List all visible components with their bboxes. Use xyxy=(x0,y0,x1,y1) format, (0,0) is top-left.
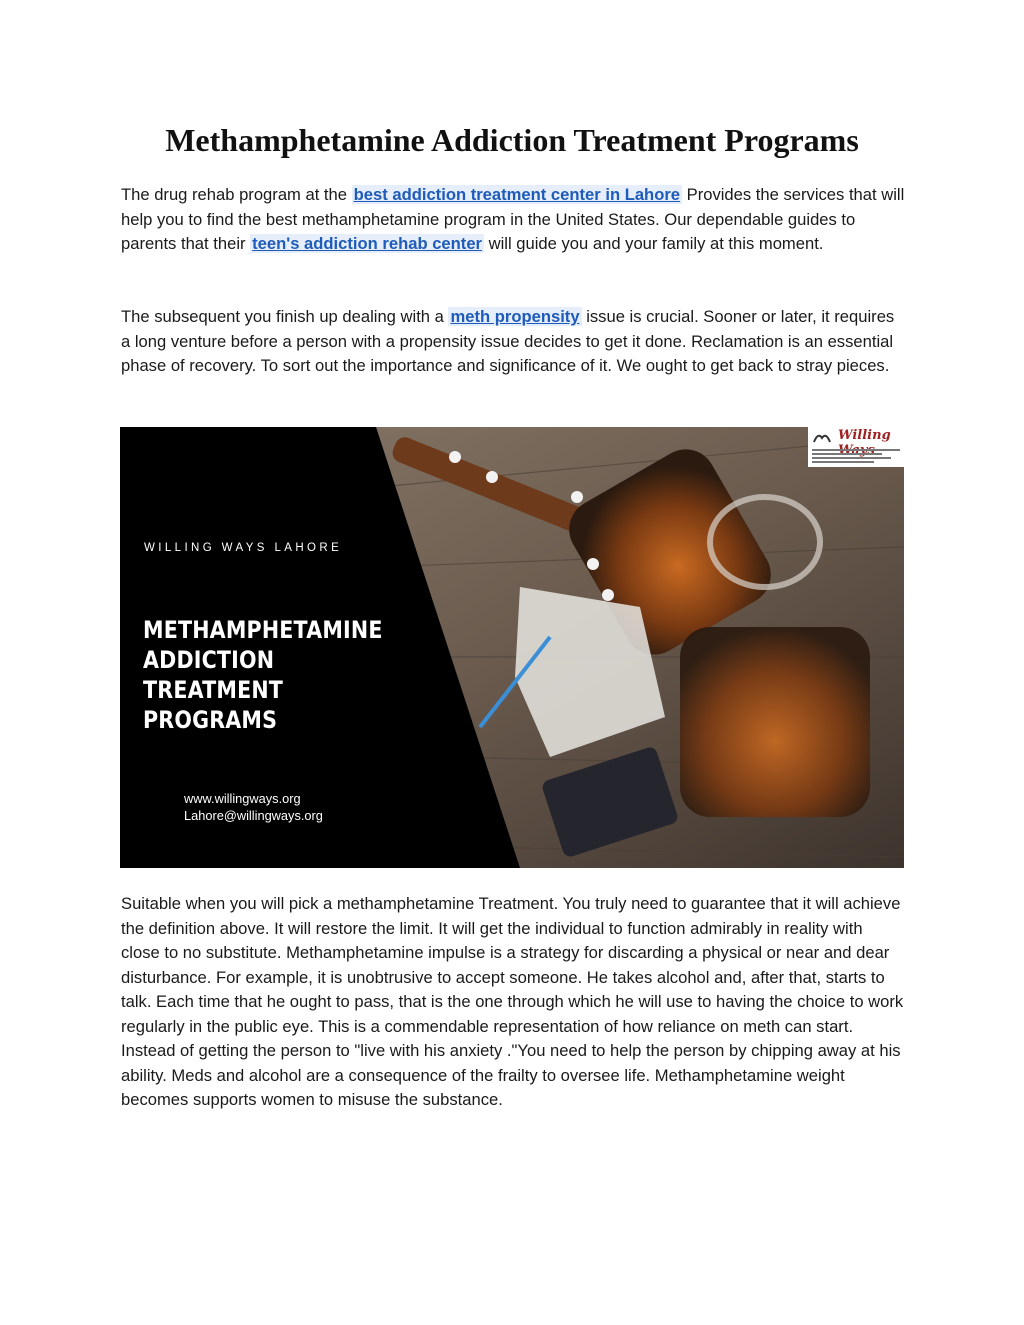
second-text-a: The subsequent you finish up dealing with a xyxy=(121,307,449,326)
willing-ways-logo xyxy=(808,427,904,467)
logo-fine-print xyxy=(812,449,900,465)
teen-rehab-center-link[interactable]: teen's addiction rehab center xyxy=(252,234,483,253)
page-title: Methamphetamine Addiction Treatment Programs xyxy=(165,122,859,158)
banner-title: METHAMPHETAMINE ADDICTION TREATMENT PROGRAMS xyxy=(143,616,383,734)
third-paragraph: Suitable when you will pick a methamphetamine Treatment. You truly need to guarantee that it will achieve the definition above. It will restore the limit. It will get the individual to function admirably in reality with close to no substitute. Methamphetamine impulse is a strategy for discarding a physical or near and dear disturbance. For example, it is unobtrusive to accept someone. He takes alcohol and, after that, starts to talk. Each time that he ought to pass, that is the one through which he will use to having the choice to work regularly in the public eye. This is a commendable representation of how reliance on meth can start. Instead of getting the person to "live with his anxiety ."You need to help the person by chipping away at his ability. Meds and alcohol are a consequence of the frailty to oversee life. Methamphetamine weight becomes supports women to misuse the substance. xyxy=(121,894,904,1109)
intro-text-c: will guide you and your family at this moment. xyxy=(484,234,824,253)
banner-brand-line: WILLING WAYS LAHORE xyxy=(144,542,343,554)
best-addiction-center-link[interactable]: best addiction treatment center in Lahore xyxy=(353,185,681,204)
second-paragraph xyxy=(121,305,905,379)
hands-icon xyxy=(812,430,832,446)
second-text-b: issue is crucial. Sooner or later, it requires a long venture before a person with a propensity issue decides to get it done. Reclamation is an essential phase of recovery. To sort out the importance and significance of it. We ought to get back to stray pieces. xyxy=(121,307,895,375)
intro-text-b: Provides the services that will help you to find the best methamphetamine program in the United States. Our dependable guides to parents that their xyxy=(121,185,905,253)
bottle-body-shape xyxy=(680,627,870,817)
intro-paragraph xyxy=(121,183,905,257)
intro-text-a: The drug rehab program at the xyxy=(121,185,352,204)
logo-wordmark: Willing xyxy=(838,428,891,443)
meth-propensity-link[interactable]: meth propensity xyxy=(450,307,580,326)
banner-email: Lahore@willingways.org xyxy=(184,808,323,823)
banner-website: www.willingways.org xyxy=(184,791,301,806)
banner-image xyxy=(120,427,904,868)
